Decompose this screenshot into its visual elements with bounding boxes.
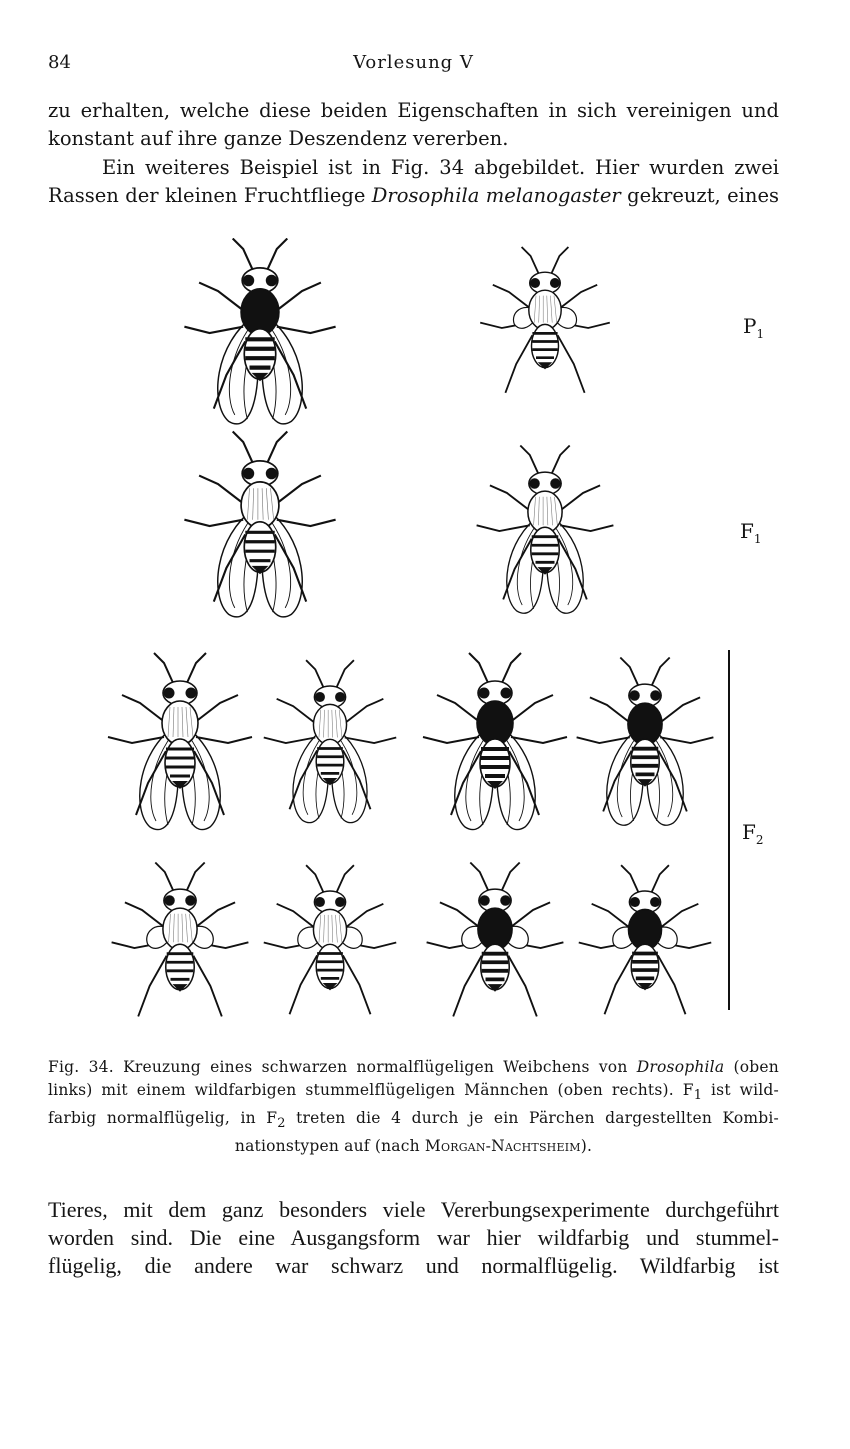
caption-fragment: links) mit einem wildfarbigen stummelflügeligen Männchen (oben rechts). F [48,1081,694,1099]
caption-line [48,1079,779,1107]
text-line: Tieres, mit dem ganz besonders viele Vererbungsexperimente durchgeführt [48,1197,779,1222]
text-line: konstant auf ihre ganze Deszendenz vererben. [48,127,509,150]
species-name: Drosophila melanogaster [371,184,621,207]
text-fragment: Rassen der kleinen Fruchtfliege [48,184,366,207]
label-text: P [743,314,757,338]
caption-fragment: (oben [733,1058,779,1076]
fly-black-normal [423,653,567,830]
caption-fragment: Fig. 34. Kreuzung eines schwarzen normalflügeligen Weibchens von [48,1058,628,1076]
label-text: F [740,519,754,543]
running-title: Vorlesung V [353,52,474,73]
author-name: Morgan-Nachtsheim [424,1137,581,1156]
text-line: flügelig, die andere war schwarz und normalflügelig. Wildfarbig ist [48,1253,779,1278]
page-number: 84 [48,52,71,73]
paragraph-bottom [48,1196,779,1280]
f2-bracket [728,650,730,1010]
caption-line [48,1107,779,1135]
label-subscript: 1 [753,532,762,546]
label-f2 [742,820,764,847]
caption-fragment: nationstypen auf (nach [234,1137,420,1156]
label-f1 [740,519,762,546]
text-line [48,182,779,210]
fly-black-vestigial [427,863,564,1017]
fly-black-normal [184,239,335,424]
fly-wild-normal [477,446,614,614]
caption-line [48,1135,779,1158]
text-line: Ein weiteres Beispiel ist in Fig. 34 abgebildet. Hier wurden zwei [102,156,779,179]
caption-line [48,1056,779,1079]
caption-fragment: treten die 4 durch je ein Pärchen dargestellten Kombi- [285,1109,779,1128]
paragraph-top [48,97,779,153]
fly-black-normal [577,658,714,826]
label-text: F [742,820,756,844]
caption-fragment: ). [580,1137,593,1156]
label-p1 [743,314,764,341]
fly-wild-vestigial [264,865,396,1014]
caption-subscript: 2 [277,1116,286,1132]
text-fragment: gekreuzt, eines [627,184,779,207]
figure-caption [48,1056,779,1158]
fly-wild-normal [108,653,252,830]
caption-fragment: farbig normalflügelig, in F [48,1109,278,1128]
fly-cross-illustration [100,238,790,1038]
text-line: zu erhalten, welche diese beiden Eigenschaften in sich vereinigen und [48,99,779,122]
page-header [48,52,779,78]
fly-black-vestigial [579,865,711,1014]
label-subscript: 1 [756,327,765,341]
fly-wild-vestigial [480,247,610,393]
label-subscript: 2 [755,833,764,847]
caption-subscript: 1 [693,1088,703,1104]
caption-fragment: ist wild- [702,1081,779,1099]
text-line: worden sind. Die eine Ausgangsform war hier wildfarbig und stummel- [48,1225,779,1250]
figure-34 [100,238,790,1038]
species-name: Drosophila [636,1058,725,1076]
fly-wild-normal [264,660,396,822]
fly-wild-vestigial [112,863,249,1017]
fly-wild-normal [184,432,335,617]
paragraph-second [48,154,779,210]
